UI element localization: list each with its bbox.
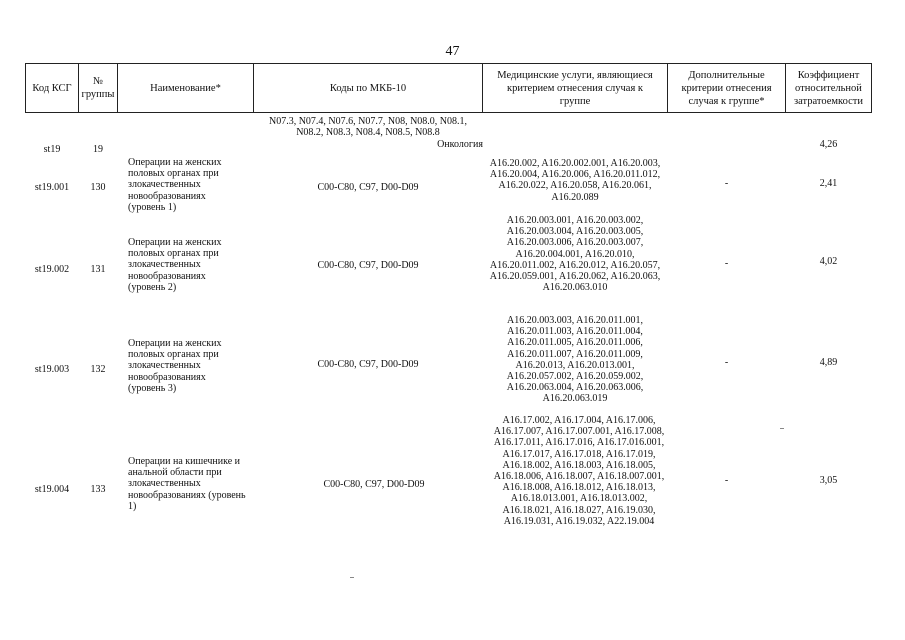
section-code: st19	[43, 144, 61, 155]
row-coefficient: 2,41	[819, 178, 838, 189]
row-name: Операции на женских половых органах при злокачественных новообразованиях (уровень 3)	[128, 338, 222, 394]
header-bottom-rule	[25, 112, 872, 113]
row-name: Операции на кишечнике и анальной области при злокачественных новообразованиях (уровень 1)	[128, 456, 246, 512]
row-group-number: 131	[90, 264, 106, 275]
header-code: Код КСГ	[32, 82, 72, 94]
row-group-number: 132	[90, 364, 106, 375]
header-coefficient: Коэффициент относительной затратоемкости	[794, 69, 863, 107]
section-coefficient: 4,26	[819, 139, 838, 150]
scan-artifact	[350, 577, 354, 578]
row-code: st19.004	[34, 484, 70, 495]
continuation-icd-line: N07.3, N07.4, N07.6, N07.7, N08, N08.0, N08.1,	[268, 116, 468, 127]
row-icd-codes: C00-C80, C97, D00-D09	[317, 260, 419, 271]
row-coefficient: 4,89	[819, 357, 838, 368]
row-code: st19.003	[34, 364, 70, 375]
row-code: st19.002	[34, 264, 70, 275]
row-medical-services: A16.20.002, A16.20.002.001, A16.20.003, A16.20.004, A16.20.006, A16.20.011.012, A16.20.022, A16.20.058, A16.20.061, A16.20.089	[489, 158, 661, 203]
row-icd-codes: C00-C80, C97, D00-D09	[317, 182, 419, 193]
header-icd-codes: Коды по МКБ-10	[329, 82, 407, 94]
row-coefficient: 4,02	[819, 256, 838, 267]
row-medical-services: A16.17.002, A16.17.004, A16.17.006, A16.17.007, A16.17.007.001, A16.17.008, A16.17.011, A16.17.016, A16.17.016.001, A16.17.017, A16.17.018, A16.17.019, A16.18.002, A16.18.003, A16.18.005, A16.18.006, A16.18.007, A16.18.007.001, A16.18.008, A16.18.012, A16.18.013, A16.18.013.001, A16.18.013.002, A16.18.021, A16.18.027, A16.19.030, A16.19.031, A16.19.032, A22.19.004	[493, 415, 665, 527]
row-coefficient: 3,05	[819, 475, 838, 486]
header-name: Наименование*	[150, 82, 221, 94]
continuation-icd-line: N08.2, N08.3, N08.4, N08.5, N08.8	[296, 127, 440, 138]
scan-artifact	[780, 428, 784, 429]
row-medical-services: A16.20.003.001, A16.20.003.002, A16.20.003.004, A16.20.003.005, A16.20.003.006, A16.20.003.007, A16.20.004.001, A16.20.010, A16.20.011.002, A16.20.012, A16.20.057, A16.20.059.001, A16.20.062, A16.20.063, A16.20.063.010	[489, 215, 661, 294]
row-icd-codes: C00-C80, C97, D00-D09	[323, 479, 425, 490]
row-group-number: 133	[90, 484, 106, 495]
col-divider	[871, 64, 872, 112]
section-title: Онкология	[437, 139, 483, 150]
row-additional-criteria: -	[724, 178, 729, 189]
row-additional-criteria: -	[724, 258, 729, 269]
header-group-number: № группы	[81, 76, 115, 100]
row-code: st19.001	[34, 182, 70, 193]
header-additional-criteria: Дополнительные критерии отнесения случая к группе*	[681, 69, 772, 107]
row-additional-criteria: -	[724, 475, 729, 486]
row-icd-codes: C00-C80, C97, D00-D09	[317, 359, 419, 370]
row-additional-criteria: -	[724, 357, 729, 368]
page-number: 47	[445, 44, 460, 59]
row-name: Операции на женских половых органах при злокачественных новообразованиях (уровень 1)	[128, 157, 222, 213]
section-group-number: 19	[93, 144, 103, 155]
header-medical-services: Медицинские услуги, являющиеся критерием отнесения случая к группе	[497, 69, 653, 107]
row-name: Операции на женских половых органах при злокачественных новообразованиях (уровень 2)	[128, 237, 222, 293]
row-medical-services: A16.20.003.003, A16.20.011.001, A16.20.011.003, A16.20.011.004, A16.20.011.005, A16.20.011.006, A16.20.011.007, A16.20.011.009, A16.20.013, A16.20.013.001, A16.20.057.002, A16.20.059.002, A16.20.063.004, A16.20.063.006, A16.20.063.019	[506, 315, 644, 405]
row-group-number: 130	[90, 182, 106, 193]
